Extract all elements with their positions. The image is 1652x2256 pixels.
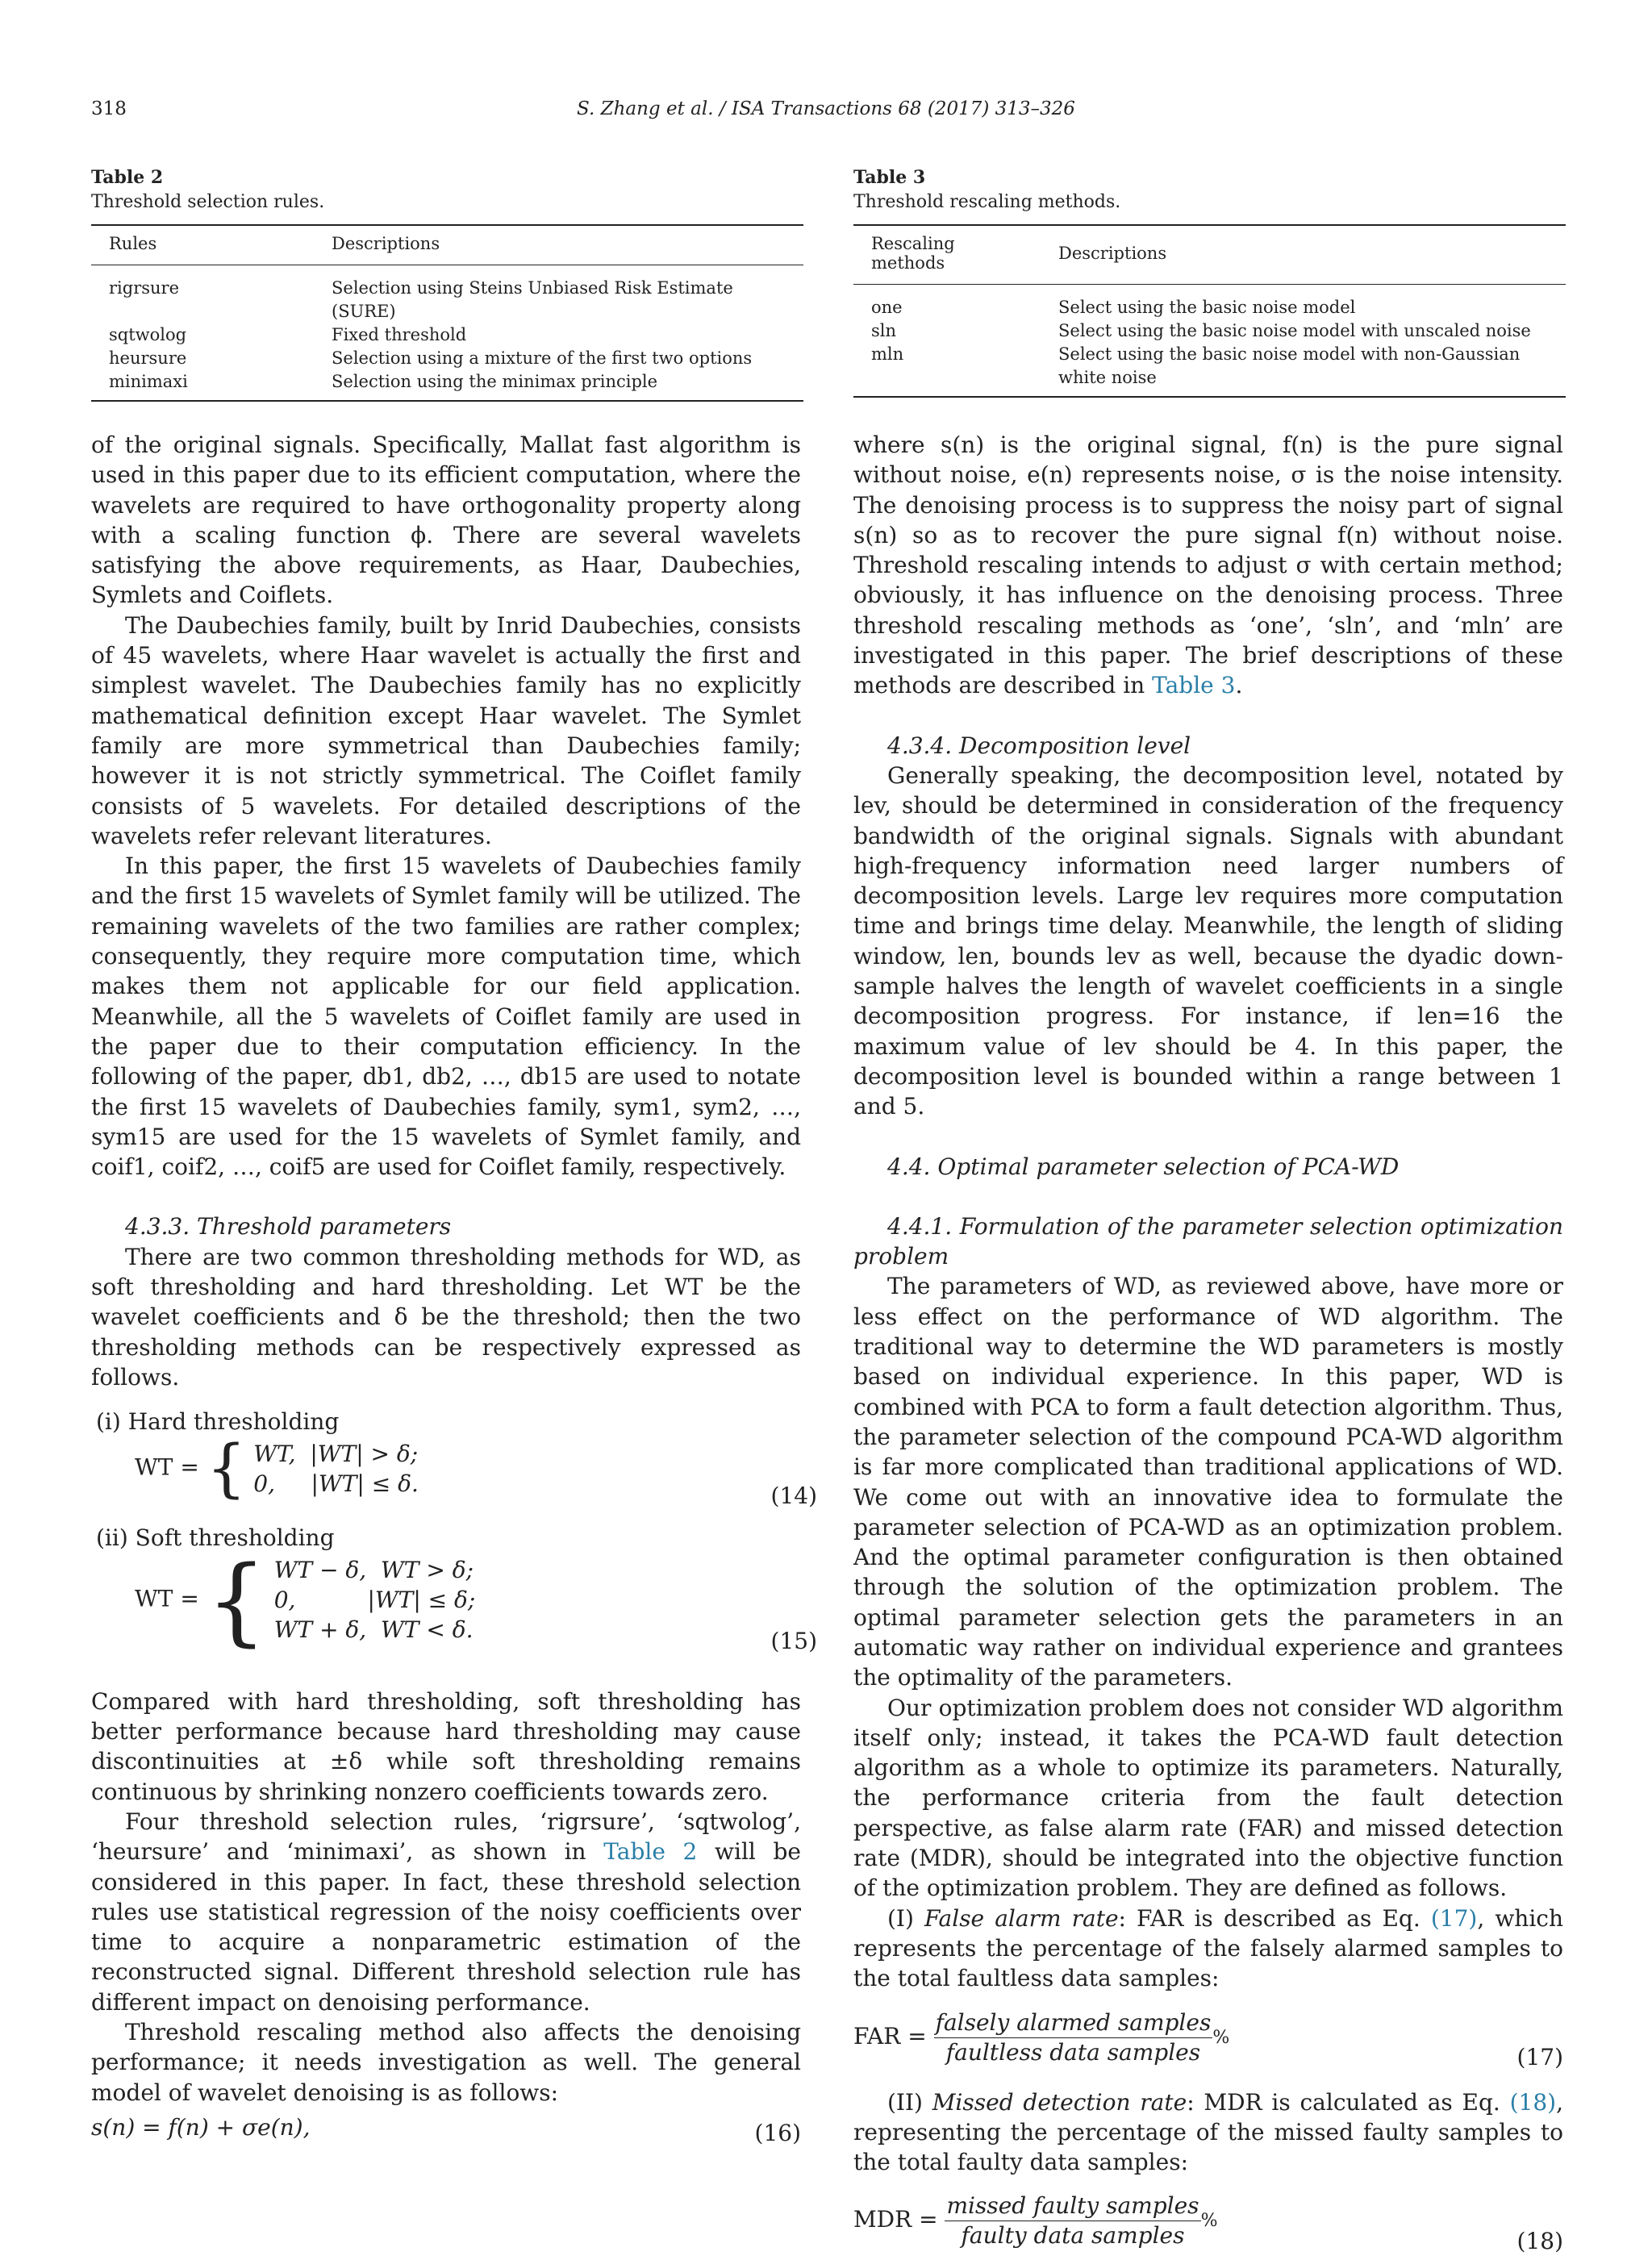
table3-cell: Select using the basic noise model <box>1058 298 1356 317</box>
eq17-lhs: FAR = <box>853 2022 927 2050</box>
section-heading-4-4-1: 4.4.1. Formulation of the parameter selection optimization problem <box>853 1212 1563 1270</box>
text-run: : FAR is described as Eq. <box>1118 1904 1431 1932</box>
percent-sign: % <box>1212 2027 1230 2048</box>
paragraph: There are two common thresholding methods for WD, as soft thresholding and hard thresholding. Let WT be the wavelet coefficients and δ be the threshold; then the two thresholding methods can be respectively expressed as follows. <box>91 1243 801 1391</box>
eq14-lhs: WT = <box>135 1453 199 1480</box>
table-2-link[interactable]: Table 2 <box>603 1838 698 1866</box>
table2-cell: Selection using the minimax principle <box>314 370 803 401</box>
left-column <box>91 430 817 2148</box>
table2-cell: Selection using a mixture of the first two options <box>332 348 753 368</box>
eq17-numerator: falsely alarmed samples <box>934 2008 1213 2038</box>
table-row <box>91 370 803 401</box>
running-header: S. Zhang et al. / ISA Transactions 68 (2017) 313–326 <box>577 98 1075 119</box>
table2-title: Threshold selection rules. <box>91 192 325 212</box>
table3-cell: Select using the basic noise model with non-Gaussian white noise <box>1041 343 1566 397</box>
paragraph: The Daubechies family, built by Inrid Daubechies, consists of 45 wavelets, where Haar wavelet is actually the first and simplest wavelet. The Daubechies family has no explicitly mathematical definition except Haar wavelet. The Symlet family are more symmetrical than Daubechies family; however it is not strictly symmetrical. The Coiflet family consists of 5 wavelets. For detailed descriptions of the wavelets refer relevant literatures. <box>91 611 801 849</box>
equation-number: (17) <box>1516 2044 1563 2071</box>
paragraph: of the original signals. Specifically, Mallat fast algorithm is used in this paper due to its efficient computation, where the wavelets are required to have orthogonality property along with a scaling function ϕ. There are several wavelets satisfying the above requirements, as Haar, Daubechies, Symlets and Coiflets. <box>91 432 801 609</box>
term-missed-detection-rate: Missed detection rate <box>932 2088 1187 2116</box>
right-column <box>853 430 1563 2256</box>
equation-17 <box>853 2008 1563 2073</box>
eq18-fraction <box>945 2191 1200 2250</box>
table3-header-methods: Rescaling methods <box>853 225 1041 285</box>
eq15-case: WT + δ, WT < δ. <box>273 1616 473 1644</box>
table2-cell: sqtwolog <box>109 325 187 344</box>
table3-label: Table 3 <box>853 167 926 188</box>
eq18-denominator: faulty data samples <box>961 2222 1185 2250</box>
eq-18-link[interactable]: (18) <box>1509 2088 1557 2116</box>
eq18-lhs: MDR = <box>853 2206 938 2233</box>
eq17-fraction <box>934 2008 1213 2067</box>
equation-16 <box>91 2112 801 2148</box>
text-run: will be considered in this paper. In fact, these threshold selection rules use statistical regression of the noisy coefficients over time to acquire a nonparametric estimation of the reconstructed signal. Different threshold selection rule has different impact on denoising performance. <box>91 1838 802 2016</box>
eq16-expr: s(n) = f(n) + σe(n), <box>91 2113 311 2141</box>
paragraph: Compared with hard thresholding, soft thresholding has better performance because hard thresholding may cause discontinuities at ±δ while soft thresholding remains continuous by shrinking nonzero coefficients towards zero. <box>91 1687 801 1805</box>
eq14-cases <box>253 1439 419 1499</box>
table2-label: Table 2 <box>91 167 164 188</box>
table-row <box>853 319 1566 343</box>
eq14-case: 0, |WT| ≤ δ. <box>253 1470 419 1497</box>
eq15-lhs: WT = <box>135 1585 199 1612</box>
paragraph <box>853 2087 1563 2178</box>
table2-header-rules: Rules <box>91 225 314 265</box>
equation-number: (16) <box>754 2119 801 2146</box>
eq-17-link[interactable]: (17) <box>1430 1904 1478 1932</box>
table-3-link[interactable]: Table 3 <box>1152 672 1236 699</box>
text-run: : MDR is calculated as Eq. <box>1187 2088 1510 2116</box>
equation-15 <box>91 1544 817 1656</box>
eq15-case: 0, |WT| ≤ δ; <box>273 1587 476 1614</box>
eq18-numerator: missed faulty samples <box>945 2191 1200 2221</box>
table-row <box>853 285 1566 320</box>
table-row <box>91 323 803 347</box>
paragraph: In this paper, the first 15 wavelets of Daubechies family and the first 15 wavelets of Symlet family will be utilized. The remaining wavelets of the two families are rather complex; consequently, they require more computation time, which makes them not applicable for our field application. Meanwhile, all the 5 wavelets of Coiflet family are used in the paper due to their computation efficiency. In the following of the paper, db1, db2, …, db15 are used to notate the first 15 wavelets of Daubechies family, sym1, sym2, …, sym15 are used for the 15 wavelets of Symlet family, and coif1, coif2, …, coif5 are used for Coiflet family, respectively. <box>91 853 801 1181</box>
table3 <box>853 224 1566 398</box>
paragraph: Our optimization problem does not consider WD algorithm itself only; instead, it takes the PCA-WD fault detection algorithm as a whole to optimize its parameters. Naturally, the performance criteria from the fault detection perspective, as false alarm rate (FAR) and missed detection rate (MDR), should be integrated into the objective function of the optimization problem. They are defined as follows. <box>853 1694 1563 1902</box>
brace-symbol: { <box>206 1544 267 1656</box>
table2-cell: Selection using Steins Unbiased Risk Estimate (SURE) <box>332 278 733 321</box>
percent-sign: % <box>1200 2211 1218 2232</box>
table3-cell: one <box>871 298 903 317</box>
eq17-denominator: faultless data samples <box>945 2038 1201 2066</box>
text-run: (I) <box>887 1904 925 1932</box>
paragraph <box>853 430 1563 701</box>
table2-cell: minimaxi <box>91 370 314 401</box>
paragraph: Threshold rescaling method also affects the denoising performance; it needs investigation as well. The general model of wavelet denoising is as follows: <box>91 2019 801 2106</box>
table2-cell: Fixed threshold <box>332 325 467 344</box>
table2-cell: rigrsure <box>109 278 180 298</box>
table3-cell: Select using the basic noise model with unscaled noise <box>1058 321 1531 340</box>
paragraph: Generally speaking, the decomposition level, notated by lev, should be determined in consideration of the frequency bandwidth of the original signals. Signals with abundant high-frequency information need larger numbers of decomposition levels. Large lev requires more computation time and brings time delay. Meanwhile, the length of sliding window, len, bounds lev as well, because the dyadic down-sample halves the length of wavelet coefficients in a single decomposition progress. For instance, if len=16 the maximum value of lev should be 4. In this paper, the decomposition level is bounded within a range between 1 and 5. <box>853 761 1563 1120</box>
text-run: (II) <box>887 2088 932 2116</box>
page-number: 318 <box>91 98 127 119</box>
table2 <box>91 224 803 402</box>
table3-cell: sln <box>871 321 897 340</box>
text-run: , which represents the percentage of the falsely alarmed samples to the total faultless data samples: <box>853 1904 1563 1992</box>
table-row <box>91 265 803 324</box>
eq15-cases <box>274 1555 476 1645</box>
equation-number: (15) <box>770 1627 817 1654</box>
equation-14 <box>91 1432 817 1512</box>
table3-title: Threshold rescaling methods. <box>853 192 1121 212</box>
equation-number: (18) <box>1516 2228 1563 2255</box>
term-false-alarm-rate: False alarm rate <box>924 1904 1119 1932</box>
brace-symbol: { <box>206 1432 247 1505</box>
eq14-case: WT, |WT| > δ; <box>253 1440 419 1467</box>
eq15-case: WT − δ, WT > δ; <box>273 1557 474 1584</box>
section-heading-4-4: 4.4. Optimal parameter selection of PCA-WD <box>887 1153 1400 1180</box>
text-run: Four threshold selection rules, ‘rigrsure’, ‘sqtwolog’, ‘heursure’ and ‘minimaxi’, as shown in <box>91 1808 801 1866</box>
paragraph: The parameters of WD, as reviewed above, have more or less effect on the performance of WD algorithm. The traditional way to determine the WD parameters is mostly based on individual experience. In this paper, WD is combined with PCA to form a fault detection algorithm. Thus, the parameter selection of the compound PCA-WD algorithm is far more complicated than traditional applications of WD. We come out with an innovative idea to formulate the parameter selection of PCA-WD as an optimization problem. And the optimal parameter configuration is then obtained through the solution of the optimization problem. The optimal parameter selection gets the parameters in an automatic way rather on individual experience and grantees the optimality of the parameters. <box>853 1273 1563 1691</box>
equation-18 <box>853 2191 1563 2256</box>
section-heading-4-3-4: 4.3.4. Decomposition level <box>887 732 1191 759</box>
equation-number: (14) <box>770 1482 817 1510</box>
table2-caption <box>91 165 324 215</box>
table2-header-descriptions: Descriptions <box>314 225 803 265</box>
section-heading-4-3-3: 4.3.3. Threshold parameters <box>125 1213 452 1241</box>
table-row <box>91 347 803 370</box>
list-item: (i) Hard thresholding <box>96 1408 340 1436</box>
paragraph <box>91 1807 801 2017</box>
table-row <box>853 343 1566 397</box>
table3-caption <box>853 165 1120 215</box>
text-run: where s(n) is the original signal, f(n) is the pure signal without noise, e(n) represents noise, σ is the noise intensity. The denoising process is to suppress the noisy part of signal s(n) so as to recover the pure signal f(n) without noise. Threshold rescaling intends to adjust σ with certain method; obviously, it has influence on the denoising process. Three threshold rescaling methods as ‘one’, ‘sln’, and ‘mln’ are investigated in this paper. The brief descriptions of these methods are described in <box>853 432 1563 699</box>
table2-cell: heursure <box>109 348 187 368</box>
text-run: , representing the percentage of the missed faulty samples to the total faulty data samples: <box>853 2088 1563 2176</box>
text-run: . <box>1235 672 1243 699</box>
table3-header-descriptions: Descriptions <box>1041 225 1566 285</box>
paragraph <box>853 1904 1563 1994</box>
table3-cell: mln <box>853 343 1041 397</box>
list-item: (ii) Soft thresholding <box>96 1524 335 1551</box>
